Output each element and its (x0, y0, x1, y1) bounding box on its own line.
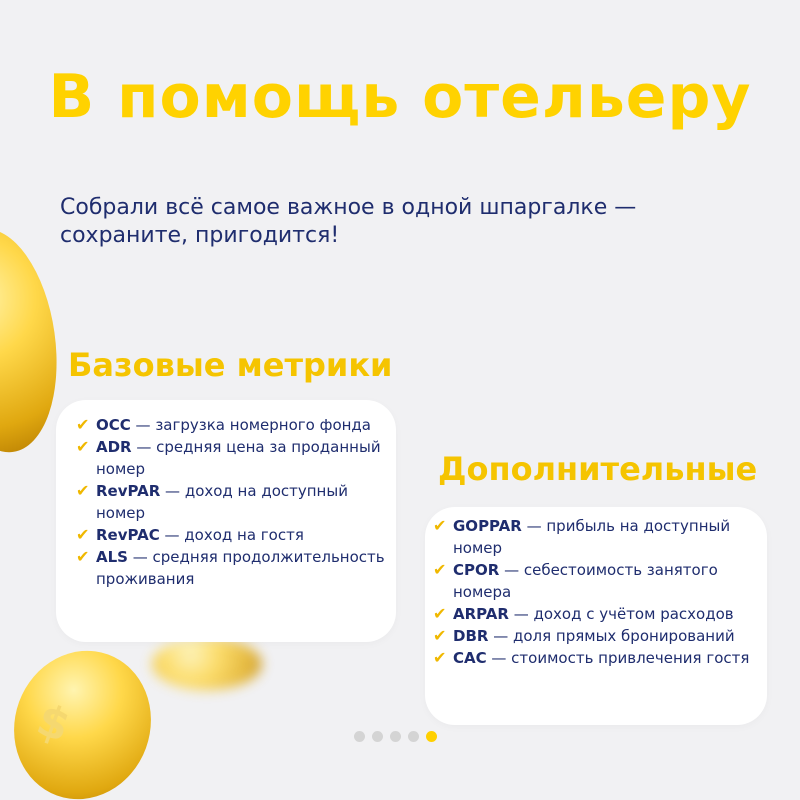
list-item (433, 625, 761, 647)
metric-description: — загрузка номерного фонда (130, 416, 371, 434)
metric-abbr: RevPAC (96, 526, 160, 544)
metric-description: — доход на гостя (159, 526, 304, 544)
checkmark-icon: ✔ (433, 560, 447, 579)
metric-description: — стоимость привлечения гостя (486, 649, 750, 667)
basic-metrics-card (56, 400, 396, 642)
metric-description: — доход на доступный номер (96, 482, 348, 522)
checkmark-icon: ✔ (433, 626, 447, 645)
checkmark-icon: ✔ (433, 516, 447, 535)
metric-abbr: ARPAR (453, 605, 509, 623)
pagination-dot[interactable] (354, 731, 365, 742)
metric-description: — себестоимость занятого номера (453, 561, 718, 601)
list-item (76, 480, 386, 524)
extra-metrics-card (425, 507, 767, 725)
checkmark-icon: ✔ (433, 604, 447, 623)
metric-description: — средняя продолжительность проживания (96, 548, 385, 588)
pagination-dot[interactable] (372, 731, 383, 742)
dollar-icon: $ (30, 694, 77, 753)
subtitle: Собрали всё самое важное в одной шпаргалке — сохраните, пригодится! (60, 195, 637, 248)
checkmark-icon: ✔ (76, 415, 90, 434)
checkmark-icon: ✔ (76, 437, 90, 456)
list-item (433, 647, 761, 669)
metric-description: — прибыль на доступный номер (453, 517, 731, 557)
list-item (76, 436, 386, 480)
metric-abbr: RevPAR (96, 482, 161, 500)
list-item (76, 524, 386, 546)
list-item (433, 559, 761, 603)
list-item (433, 515, 761, 559)
checkmark-icon: ✔ (76, 547, 90, 566)
pagination-dot[interactable] (390, 731, 401, 742)
carousel-pagination (354, 731, 437, 742)
metric-abbr: ADR (96, 438, 132, 456)
extra-metrics-heading: Дополнительные (438, 450, 758, 488)
pagination-dot-active[interactable] (426, 731, 437, 742)
page-title: В помощь отельеру (48, 62, 752, 132)
basic-metrics-heading: Базовые метрики (68, 346, 393, 384)
metric-abbr: GOPPAR (453, 517, 522, 535)
list-item (76, 546, 386, 590)
metric-description: — средняя цена за проданный номер (96, 438, 381, 478)
metric-abbr: CPOR (453, 561, 500, 579)
metric-description: — доход с учётом расходов (508, 605, 734, 623)
checkmark-icon: ✔ (76, 525, 90, 544)
metric-description: — доля прямых бронирований (488, 627, 735, 645)
metric-abbr: OCC (96, 416, 131, 434)
list-item (433, 603, 761, 625)
checkmark-icon: ✔ (433, 648, 447, 667)
metric-abbr: CAC (453, 649, 487, 667)
list-item (76, 414, 386, 436)
gold-coin-blurred-image (152, 638, 262, 690)
gold-coin-bottom-image (0, 631, 172, 800)
pagination-dot[interactable] (408, 731, 419, 742)
metric-abbr: DBR (453, 627, 489, 645)
metric-abbr: ALS (96, 548, 128, 566)
checkmark-icon: ✔ (76, 481, 90, 500)
